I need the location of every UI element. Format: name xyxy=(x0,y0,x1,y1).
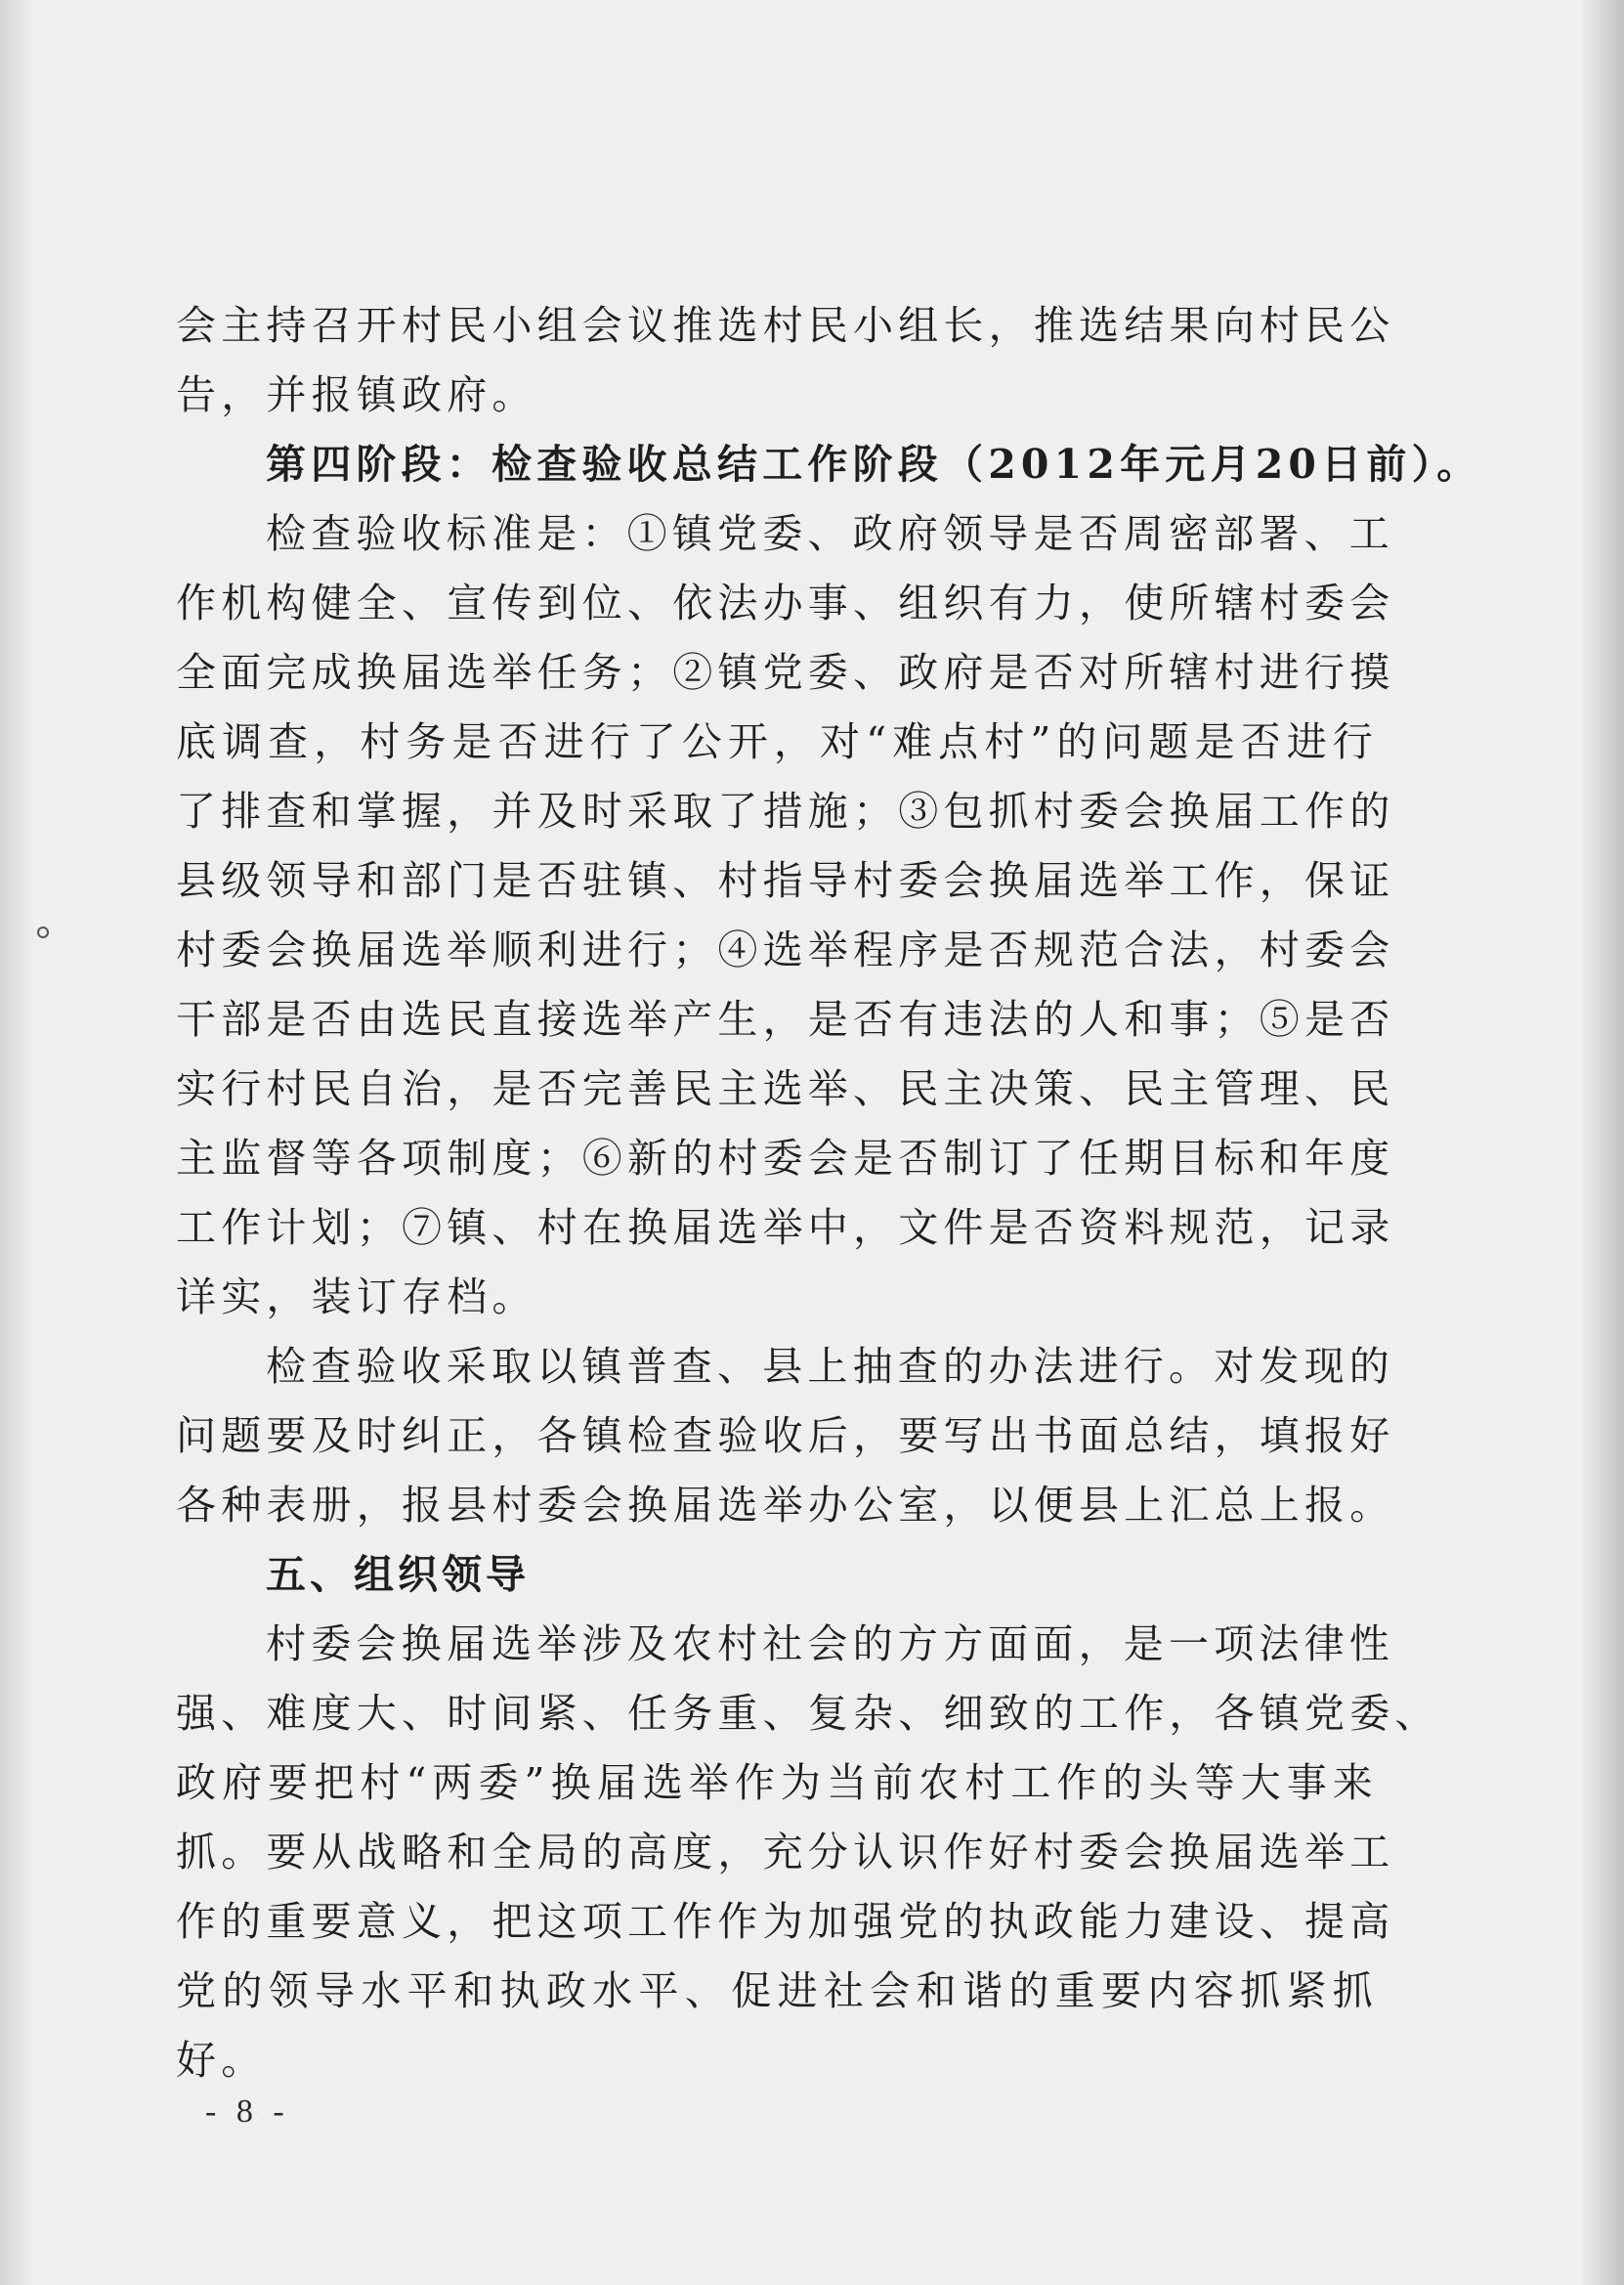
section-five-heading: 五、组织领导 xyxy=(266,1551,530,1598)
text-line: 问题要及时纠正，各镇检查验收后，要写出书面总结，填报好 xyxy=(176,1412,1395,1459)
text-line: 好。 xyxy=(176,2037,267,2084)
text-line: 县级领导和部门是否驻镇、村指导村委会换届选举工作，保证 xyxy=(176,857,1395,904)
scan-edge-left xyxy=(0,0,35,2285)
text-line: 干部是否由选民直接选举产生，是否有违法的人和事；⑤是否 xyxy=(176,996,1395,1043)
acceptance-method-paragraph xyxy=(176,1332,1395,1540)
text-line: 村委会换届选举顺利进行；④选举程序是否规范合法，村委会 xyxy=(176,927,1395,973)
text-line: 党的领导水平和执政水平、促进社会和谐的重要内容抓紧抓 xyxy=(176,1967,1378,2014)
text-line: 实行村民自治，是否完善民主选举、民主决策、民主管理、民 xyxy=(176,1065,1395,1112)
stage-four-heading: 第四阶段：检查验收总结工作阶段（2012年元月20日前）。 xyxy=(266,441,1482,488)
text-line: 作的重要意义，把这项工作作为加强党的执政能力建设、提高 xyxy=(176,1898,1395,1945)
scan-edge-right xyxy=(1579,0,1624,2285)
acceptance-standards-paragraph xyxy=(176,499,1395,1332)
text-line: 强、难度大、时间紧、任务重、复杂、细致的工作，各镇党委、 xyxy=(176,1690,1440,1737)
document-page xyxy=(176,291,1482,2095)
text-line: 主监督等各项制度；⑥新的村委会是否制订了任期目标和年度 xyxy=(176,1135,1395,1182)
text-line: 了排查和掌握，并及时采取了措施；③包抓村委会换届工作的 xyxy=(176,788,1395,835)
text-line: 作机构健全、宣传到位、依法办事、组织有力，使所辖村委会 xyxy=(176,580,1395,626)
text-line: 工作计划；⑦镇、村在换届选举中，文件是否资料规范，记录 xyxy=(176,1204,1395,1251)
text-line: 全面完成换届选举任务；②镇党委、政府是否对所辖村进行摸 xyxy=(176,649,1395,696)
text-line: 告，并报镇政府。 xyxy=(176,371,537,418)
scan-speck xyxy=(37,927,49,938)
text-line: 详实，装订存档。 xyxy=(176,1273,537,1320)
continuation-paragraph xyxy=(176,291,1395,430)
text-line: 检查验收采取以镇普查、县上抽查的办法进行。对发现的 xyxy=(266,1343,1394,1390)
text-line: 底调查，村务是否进行了公开，对“难点村”的问题是否进行 xyxy=(176,718,1378,765)
text-line: 抓。要从战略和全局的高度，充分认识作好村委会换届选举工 xyxy=(176,1829,1395,1875)
leadership-paragraph xyxy=(176,1610,1440,2095)
text-line: 会主持召开村民小组会议推选村民小组长，推选结果向村民公 xyxy=(176,302,1395,349)
text-line: 各种表册，报县村委会换届选举办公室，以便县上汇总上报。 xyxy=(176,1482,1395,1529)
text-line: 检查验收标准是：①镇党委、政府领导是否周密部署、工 xyxy=(266,510,1394,557)
text-line: 村委会换届选举涉及农村社会的方方面面，是一项法律性 xyxy=(266,1620,1394,1667)
page-number: - 8 - xyxy=(205,2093,290,2130)
text-line: 政府要把村“两委”换届选举作为当前农村工作的头等大事来 xyxy=(176,1759,1378,1806)
